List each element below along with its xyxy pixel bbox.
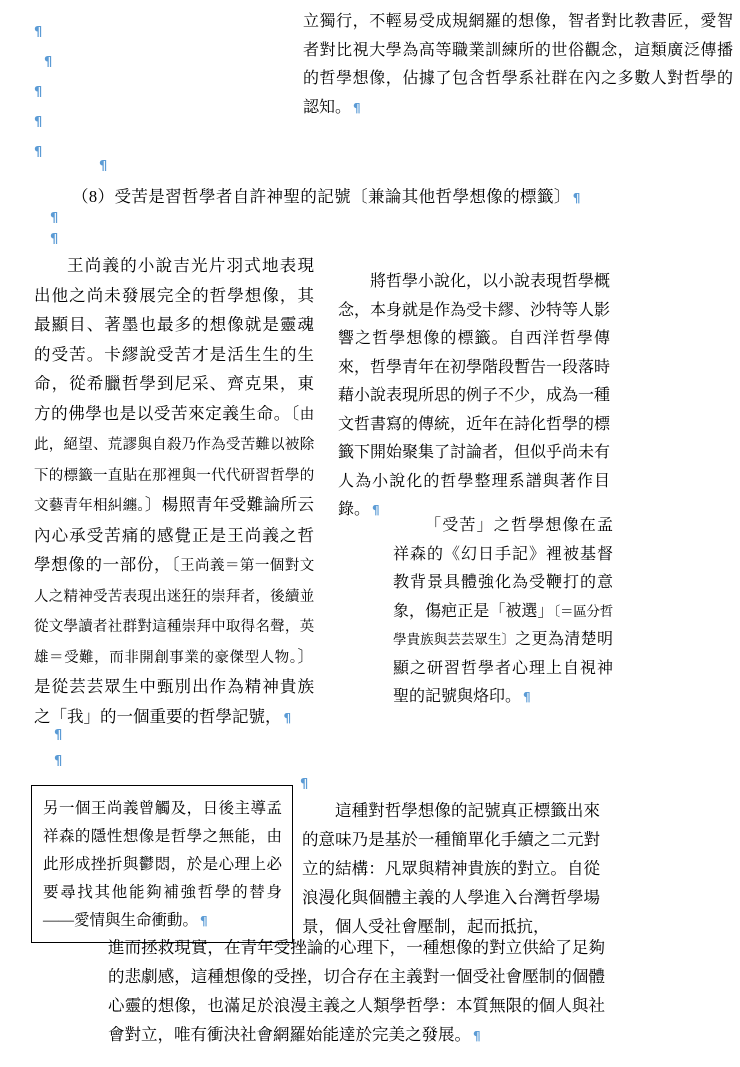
right-column-para2-part2: 之更為清楚明顯之研習哲學者心理上自視神聖的記號與烙印。 — [393, 631, 613, 705]
right-column-paragraph-1 — [338, 268, 610, 525]
right-column-para2-note: 〔＝區分哲學貴族與芸芸眾生〕 — [393, 603, 613, 647]
left-column-part1: 王尚義的小說吉光片羽式地表現出他之尚未發展完全的哲學想像，其最顯目、著墨也最多的想像就是靈魂的受苦。卡繆說受苦才是活生生的生命，從希臘哲學到尼采、齊克果，東方的佛學也是以受苦來定義生命。〔 — [34, 257, 314, 423]
right-column-para1-text: 將哲學小說化，以小說表現哲學概念，本身就是作為受卡繆、沙特等人影響之哲學想像的標籤。自西洋哲學傳來，哲學青年在初學階段暫告一段落時藉小說表現所思的例子不少，成為一種文哲書寫的傳統，近年在詩化哲學的標籤下開始聚集了討論者，但似乎尚未有人為小說化的哲學整理系譜與著作目錄。 — [338, 273, 611, 518]
bottom-right-paragraph-text: 這種對哲學想像的記號真正標籤出來的意味乃是基於一種簡單化手續之二元對立的結構：凡眾與精神貴族的對立。自從浪漫化與個體主義的人學進入台灣哲學場景，個人受社會壓制，起而抵抗， — [302, 802, 600, 936]
pilcrow-mark: ¶ — [50, 211, 59, 226]
right-column-para2-part1: 「受苦」之哲學想像在孟祥森的《幻日手記》裡被基督教背景具體強化為受鞭打的意象，傷疤正是「被選」 — [393, 517, 613, 620]
left-column-body — [34, 252, 314, 733]
pilcrow-mark: ¶ — [44, 55, 53, 70]
pilcrow-mark: ¶ — [34, 25, 43, 40]
boxed-note — [31, 785, 293, 943]
pilcrow-mark: ¶ — [54, 728, 63, 743]
pilcrow-mark: ¶ — [54, 754, 63, 769]
pilcrow-mark: ¶ — [34, 145, 43, 160]
section-heading — [72, 183, 581, 207]
bottom-paragraph — [108, 934, 605, 1051]
pilcrow-mark: ¶ — [300, 777, 309, 792]
left-column-part2: 〕楊照青年受難論所云內心承受苦痛的感覺正是王尚義之哲學想像的一部份，〔 — [34, 496, 314, 574]
bottom-paragraph-text: 進而拯救現實，在青年受挫論的心理下，一種想像的對立供給了足夠的悲劇感，這種想像的受挫，切合存在主義對一個受社會壓制的個體心靈的想像，也滿足於浪漫主義之人類學哲學：本質無限的個人與社會對立，唯有衝決社會網羅始能達於完美之發展。 — [108, 939, 605, 1044]
pilcrow-mark: ¶ — [353, 100, 361, 115]
left-column-part3: 〕是從芸芸眾生中甄別出作為精神貴族之「我」的一個重要的哲學記號， — [34, 647, 314, 726]
pilcrow-mark: ¶ — [50, 232, 59, 247]
right-column-paragraph-2 — [393, 512, 613, 712]
top-paragraph-text: 立獨行，不輕易受成規網羅的想像，智者對比教書匠，愛智者對比視大學為高等職業訓練所的世俗觀念，這類廣泛傳播的哲學想像，佔據了包含哲學系社群在內之多數人對哲學的認知。 — [303, 13, 733, 116]
pilcrow-mark: ¶ — [572, 191, 581, 205]
pilcrow-mark: ¶ — [523, 690, 531, 704]
top-continuation-paragraph — [303, 8, 733, 122]
pilcrow-mark: ¶ — [34, 85, 43, 100]
pilcrow-mark: ¶ — [473, 1029, 481, 1043]
section-heading-text: （8）受苦是習哲學者自許神聖的記號〔兼論其他哲學想像的標籤〕 — [72, 187, 571, 206]
pilcrow-mark: ¶ — [34, 115, 43, 130]
pilcrow-mark: ¶ — [372, 503, 380, 517]
pilcrow-mark: ¶ — [99, 159, 108, 174]
left-column-note2: 王尚義＝第一個對文人之精神受苦表現出迷狂的崇拜者，後續並從文學讀者社群對這種崇拜中取得名聲，英雄＝受難，而非開創事業的豪傑型人物。 — [34, 558, 315, 666]
boxed-note-text: 另一個王尚義曾觸及，日後主導孟祥森的隱性想像是哲學之無能，由此形成挫折與鬱悶，於是心理上必要尋找其他能夠補強哲學的替身——愛情與生命衝動。 — [43, 800, 282, 929]
left-column-note1: 由此，絕望、荒謬與自殺乃作為受苦難以被除下的標籤一直貼在那裡與一代代研習哲學的文藝青年相糾纏。 — [34, 406, 314, 514]
pilcrow-mark: ¶ — [200, 914, 208, 928]
pilcrow-mark: ¶ — [283, 710, 292, 725]
bottom-right-paragraph — [302, 797, 600, 942]
